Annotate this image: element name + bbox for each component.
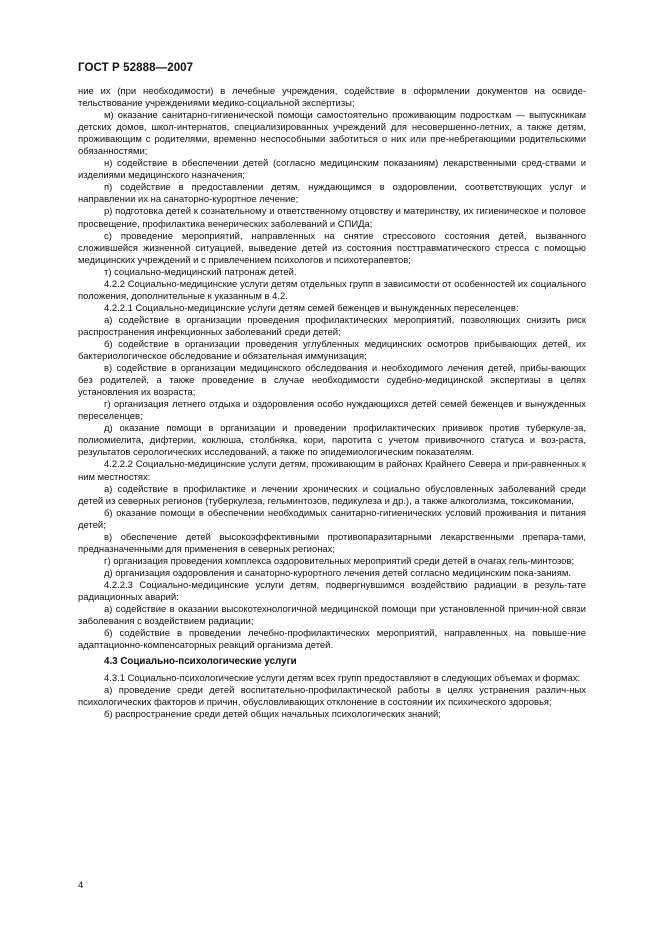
list-item: а) содействие в профилактике и лечении хронических и социально обусловленных заболеваний среди детей из северных регионов (туберкулеза, гельминтозов, педикулеза и др.), а также алкоголизма, токсикомании, [78,483,586,507]
list-item: р) подготовка детей к сознательному и ответственному отцовству и материнству, их гигиеническое и половое просвещение, профилактика венерических заболеваний и СПИДа; [78,206,586,230]
document-body [78,86,586,721]
clause-4-3-1: 4.3.1 Социально-психологические услуги детям всех групп предоставляют в следующих объемах и формах: [104,673,581,685]
list-item: н) содействие в обеспечении детей (согласно медицинским показаниям) лекарственными сред-ствами и изделиями медицинского назначения; [78,158,586,182]
list-item: м) оказание санитарно-гигиенической помощи самостоятельно проживающим подросткам — выпускникам детских домов, школ-интернатов, специализированных учреждений для несовершенно-летних, а также детям, проживающим с родителями, временно неспособными заботиться о них или пре-небрегающими родительскими обязанностями; [78,110,586,158]
clause-4-2-2: 4.2.2 Социально-медицинские услуги детям отдельных групп в зависимости от особенностей их социального положения, дополнительные к указанным в 4.2. [78,278,586,302]
list-item: в) обеспечение детей высокоэффективными противопаразитарными лекарственными препара-тами, предназначенными для применения в северных регионах; [78,531,586,555]
list-item: б) содействие в организации проведения углубленных медицинских осмотров прибывающих детей, их бактериологическое обследование и обязательная иммунизация; [78,338,586,363]
list-item: п) содействие в предоставлении детям, нуждающимся в оздоровлении, соответствующих услуг и направлении их на санаторно-курортное лечение; [78,182,586,206]
list-item: т) социально-медицинский патронаж детей. [104,266,297,278]
section-heading-4-3: 4.3 Социально-психологические услуги [104,656,297,668]
list-item: г) организация проведения комплекса оздоровительных мероприятий среди детей в очагах гель-минтозов; [104,555,575,567]
page-number: 4 [78,880,84,891]
clause-4-2-2-2: 4.2.2.2 Социально-медицинские услуги детям, проживающим в районах Крайнего Севера и при-равненных к ним местностях: [78,459,586,483]
paragraph: ние их (при необходимости) в лечебные учреждения, содействие в оформлении документов на освиде-тельствование учреждениями медико-социальной экспертизы; [78,86,586,110]
list-item: б) содействие в проведении лечебно-профилактических мероприятий, направленных на повыше-ние адаптационно-компенсаторных реакций организма детей. [78,628,586,652]
list-item: а) проведение среди детей воспитательно-профилактической работы в целях устранения различ-ных психологических факторов и причин, обусловливающих отклонение в состоянии их психического здоровья; [78,685,586,709]
standard-designation: ГОСТ Р 52888—2007 [78,62,194,74]
list-item: д) оказание помощи в организации и проведении профилактических прививок против туберкуле-за, полиомиелита, дифтерии, коклюша, столбняка, кори, паротита с учетом прививочного статуса и воз-раста, результатов серологических исследований, а также по эпидемиологическим показателям. [78,423,586,459]
list-item: а) содействие в организации проведения профилактических мероприятий, позволяющих снизить риск распространения инфекционных заболеваний среди детей; [78,314,586,338]
list-item: д) организация оздоровления и санаторно-курортного лечения детей согласно медицинским пока-заниям. [104,567,571,579]
list-item: б) распространение среди детей общих начальных психологических знаний; [104,709,441,721]
list-item: б) оказание помощи в обеспечении необходимых санитарно-гигиенических условий проживания и питания детей; [78,507,586,531]
clause-4-2-2-1: 4.2.2.1 Социально-медицинские услуги детям семей беженцев и вынужденных переселенцев: [104,302,519,314]
clause-4-2-2-3: 4.2.2.3 Социально-медицинские услуги детям, подвергнувшимся воздействию радиации в резуль-тате радиационных аварий: [78,579,586,603]
list-item: а) содействие в оказании высокотехнологичной медицинской помощи при установленной причин-ной связи заболевания с воздействием радиации; [78,604,586,628]
list-item: с) проведение мероприятий, направленных на снятие стрессового состояния детей, вызванного сложившейся жизненной ситуацией, выведение детей из состояния посттравматического стресса с помощью медицинских учреждений и с привлечением психологов и психотерапевтов; [78,230,586,266]
list-item: в) содействие в организации медицинского обследования и необходимого лечения детей, прибы-вающих без родителей, а также проведение в случае необходимости судебно-медицинской экспертизы в целях установления их возраста; [78,363,586,399]
list-item: г) организация летнего отдыха и оздоровления особо нуждающихся детей семей беженцев и вынужденных переселенцев; [78,399,586,423]
